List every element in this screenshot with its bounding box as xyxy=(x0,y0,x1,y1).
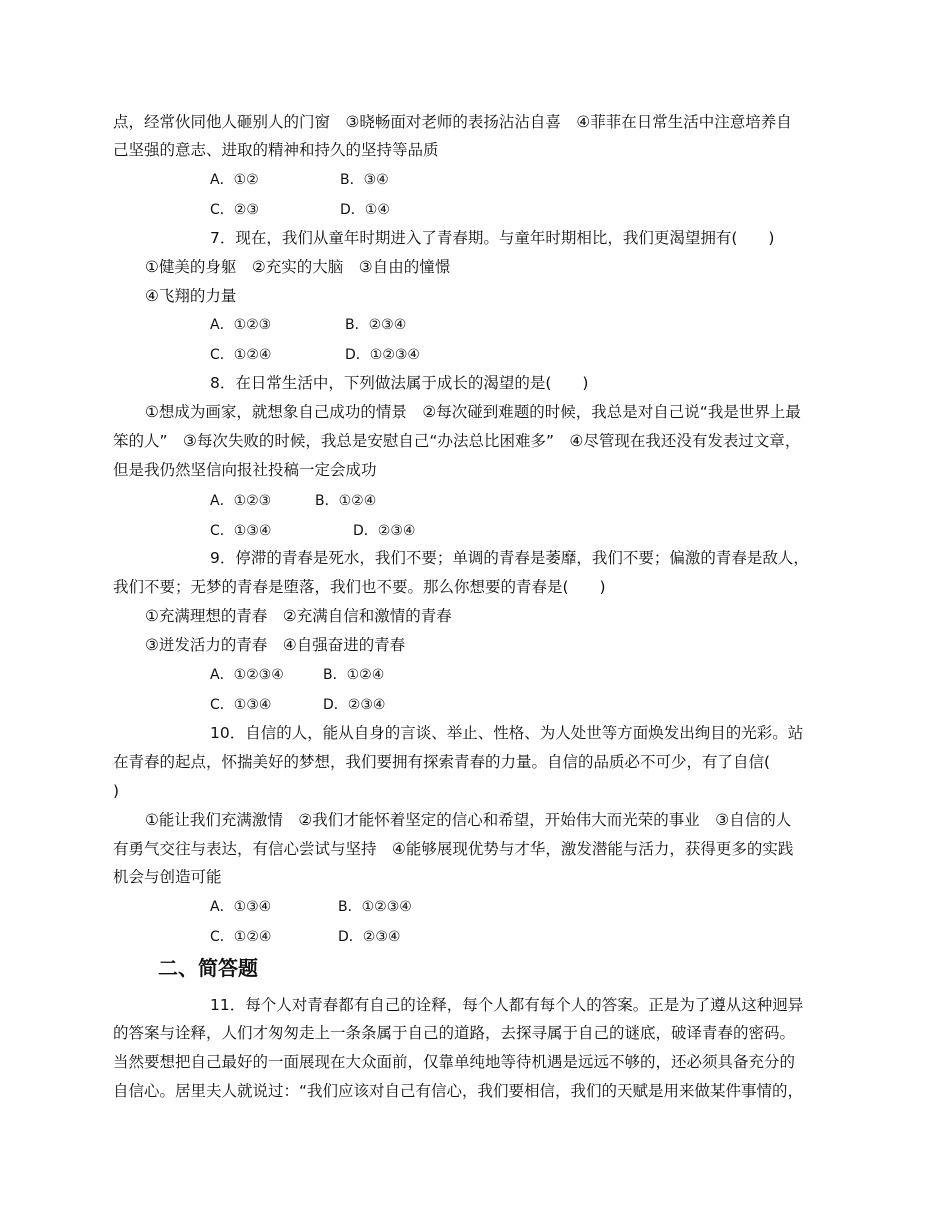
q9-items: ③迸发活力的青春 ④自强奋进的青春 xyxy=(145,636,406,654)
q8-stem: 8．在日常生活中，下列做法属于成长的渴望的是( ) xyxy=(210,374,589,392)
q9-stem: 我们不要；无梦的青春是堕落，我们也不要。那么你想要的青春是( ) xyxy=(113,578,606,596)
option-d: D．①④ xyxy=(340,202,390,218)
option-a: A．①② xyxy=(210,172,259,188)
option-d: D．①②③④ xyxy=(345,347,420,363)
q9-options-row xyxy=(210,664,384,686)
option-b: B．②③④ xyxy=(345,317,407,333)
q6-options-row xyxy=(210,199,390,221)
q8-text-line: ①想成为画家，就想象自己成功的情景 ②每次碰到难题的时候，我总是对自己说“我是世界上最 xyxy=(145,403,801,421)
option-b: B．①②④ xyxy=(315,493,377,509)
option-c: C．①②④ xyxy=(210,929,272,945)
q10-text-line: ①能让我们充满激情 ②我们才能怀着坚定的信心和希望，开始伟大而光荣的事业 ③自信的人 xyxy=(145,811,792,829)
option-a: A．①②③ xyxy=(210,317,272,333)
q6-options-row xyxy=(210,169,389,191)
q10-stem: 在青春的起点，怀揣美好的梦想，我们要拥有探索青春的力量。自信的品质必不可少，有了自信( xyxy=(113,753,771,771)
q11-text-line: 11．每个人对青春都有自己的诠释，每个人都有每个人的答案。正是为了遵从这种迥异 xyxy=(210,996,804,1014)
option-b: B．①②③④ xyxy=(338,899,412,915)
q10-text-line: 机会与创造可能 xyxy=(113,868,222,886)
q8-text-line: 笨的人” ③每次失败的时候，我总是安慰自己“办法总比困难多” ④尽管现在我还没有发表过文章， xyxy=(113,432,801,450)
q6-text-line: 己坚强的意志、进取的精神和持久的坚持等品质 xyxy=(113,141,439,159)
option-d: D．②③④ xyxy=(323,697,386,713)
option-a: A．①③④ xyxy=(210,899,272,915)
option-c: C．①②④ xyxy=(210,347,272,363)
q8-options-row xyxy=(210,490,376,512)
q11-text-line: 自信心。居里夫人就说过：“我们应该对自己有信心，我们要相信，我们的天赋是用来做某件事情的， xyxy=(113,1082,804,1100)
q10-text-line: 有勇气交往与表达，有信心尝试与坚持 ④能够展现优势与才华，激发潜能与活力，获得更多的实践 xyxy=(113,840,794,858)
q7-options-row xyxy=(210,314,406,336)
option-c: C．①③④ xyxy=(210,523,272,539)
q10-stem: 10．自信的人，能从自身的言谈、举止、性格、为人处世等方面焕发出绚目的光彩。站 xyxy=(210,724,804,742)
q7-items: ①健美的身躯 ②充实的大脑 ③自由的憧憬 xyxy=(145,258,451,276)
option-b: B．③④ xyxy=(340,172,389,188)
option-d: D．②③④ xyxy=(338,929,401,945)
q10-stem: ) xyxy=(113,782,120,800)
option-c: C．①③④ xyxy=(210,697,272,713)
q9-items: ①充满理想的青春 ②充满自信和激情的青春 xyxy=(145,607,452,625)
q7-stem: 7．现在，我们从童年时期进入了青春期。与童年时期相比，我们更渴望拥有( ) xyxy=(210,229,775,247)
q8-text-line: 但是我仍然坚信向报社投稿一定会成功 xyxy=(113,461,377,479)
q9-options-row xyxy=(210,694,385,716)
q11-text-line: 的答案与诠释，人们才匆匆走上一条条属于自己的道路，去探寻属于自己的谜底，破译青春的密码。 xyxy=(113,1024,796,1042)
option-d: D．②③④ xyxy=(353,523,416,539)
q11-text-line: 当然要想把自己最好的一面展现在大众面前，仅靠单纯地等待机遇是远远不够的，还必须具备充分的 xyxy=(113,1053,796,1071)
q10-options-row xyxy=(210,896,412,918)
section-heading: 二、简答题 xyxy=(158,956,258,980)
option-c: C．②③ xyxy=(210,202,259,218)
q6-text-line: 点，经常伙同他人砸别人的门窗 ③晓畅面对老师的表扬沾沾自喜 ④菲菲在日常生活中注意培养自 xyxy=(113,113,792,131)
q7-options-row xyxy=(210,344,420,366)
option-a: A．①②③④ xyxy=(210,667,284,683)
q8-options-row xyxy=(210,520,415,542)
option-a: A．①②③ xyxy=(210,493,272,509)
q10-options-row xyxy=(210,926,400,948)
option-b: B．①②④ xyxy=(323,667,385,683)
q9-stem: 9．停滞的青春是死水，我们不要；单调的青春是萎靡，我们不要；偏激的青春是敌人， xyxy=(210,549,809,567)
q7-items: ④飞翔的力量 xyxy=(145,287,237,305)
